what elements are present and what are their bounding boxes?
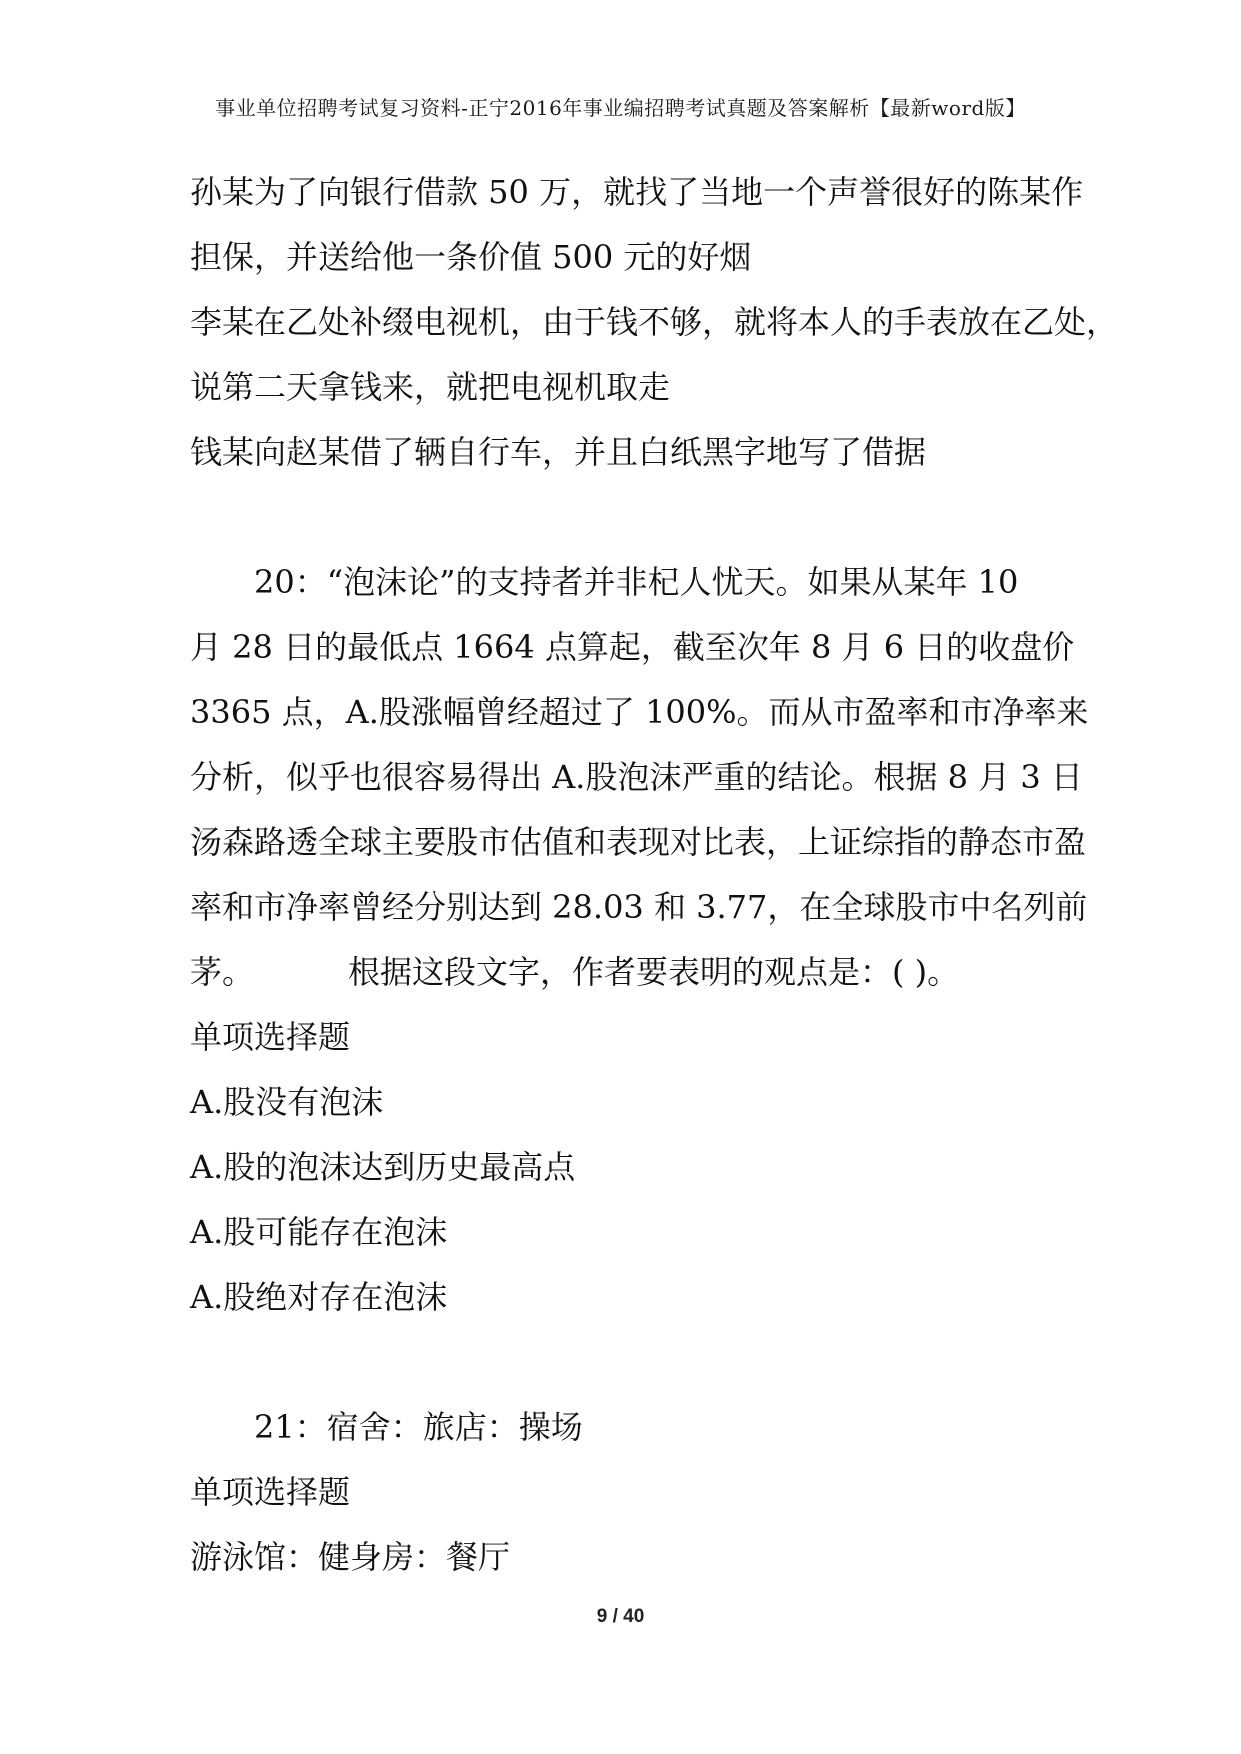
text-line: 3365 点，A.股涨幅曾经超过了 100%。而从市盈率和市净率来 [190,693,1089,731]
prev-option-1 [190,160,1084,290]
question-20-stem [190,550,1089,1005]
text-line: 20：“泡沫论”的支持者并非杞人忧天。如果从某年 10 [254,563,1019,601]
text-line: 分析，似乎也很容易得出 A.股泡沫严重的结论。根据 8 月 3 日 [190,758,1083,796]
text-line: 孙某为了向银行借款 50 万，就找了当地一个声誉很好的陈某作 [190,173,1084,211]
page-number: 9 / 40 [596,1606,645,1627]
document-header: 事业单位招聘考试复习资料-正宁2016年事业编招聘考试真题及答案解析【最新word版】 [215,96,1026,120]
text-line: 说第二天拿钱来，就把电视机取走 [190,368,671,406]
question-21-option: 游泳馆：健身房：餐厅 [190,1538,511,1576]
question-20-option: A.股可能存在泡沫 [190,1213,448,1251]
text-line [190,940,1060,1005]
text-line: 汤森路透全球主要股市估值和表现对比表，上证综指的静态市盈 [190,823,1087,861]
prev-option-2 [190,290,1119,420]
question-21-stem: 21：宿舍：旅店：操场 [254,1408,583,1446]
question-20-option: A.股的泡沫达到历史最高点 [190,1148,576,1186]
question-21-type: 单项选择题 [190,1473,351,1511]
section-gap [190,1330,1060,1395]
document-body [190,160,1119,1590]
text-line: 率和市净率曾经分别达到 28.03 和 3.77，在全球股市中名列前 [190,888,1088,926]
prev-option-3 [190,420,1060,485]
question-20-option: A.股没有泡沫 [190,1083,384,1121]
question-20-prompt: 根据这段文字，作者要表明的观点是：( )。 [348,953,960,991]
text-line-start: 茅。 [190,953,255,991]
text-line: 担保，并送给他一条价值 500 元的好烟 [190,238,752,276]
text-line: 李某在乙处补缀电视机，由于钱不够，就将本人的手表放在乙处， [190,303,1119,341]
question-20-option: A.股绝对存在泡沫 [190,1278,448,1316]
text-line: 月 28 日的最低点 1664 点算起，截至次年 8 月 6 日的收盘价 [190,628,1075,666]
section-gap [190,485,1060,550]
text-line: 钱某向赵某借了辆自行车，并且白纸黑字地写了借据 [190,433,927,471]
question-20-type: 单项选择题 [190,1018,351,1056]
